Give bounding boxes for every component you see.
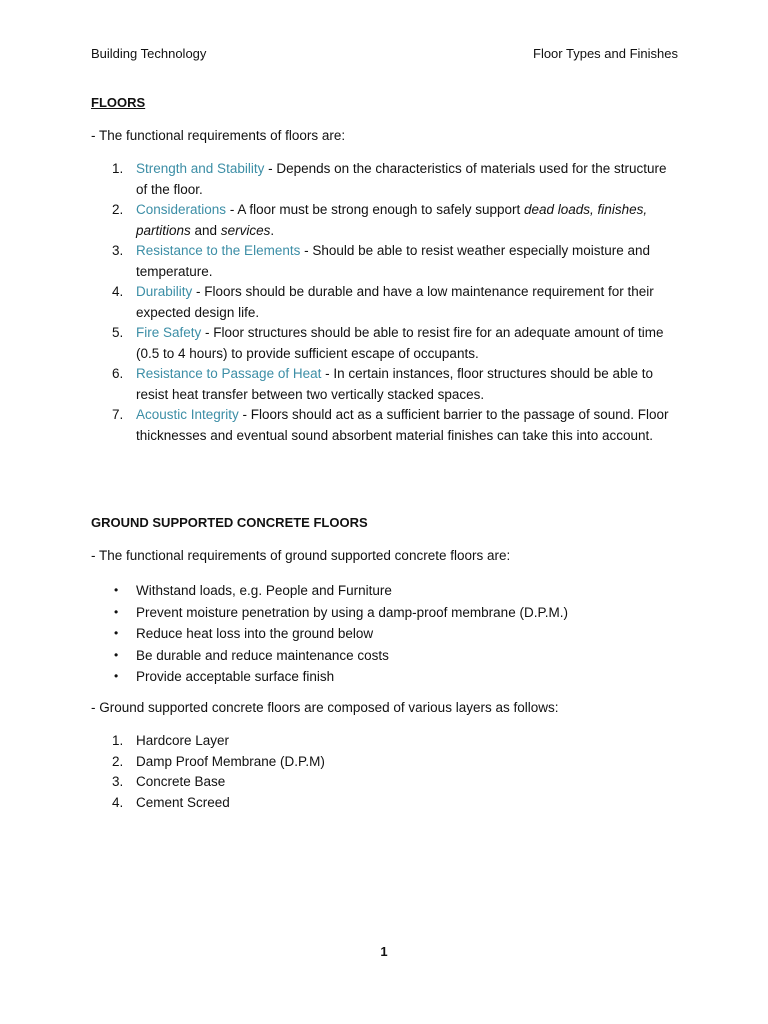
list-item [0,200,768,241]
term-description: - Floor structures should be able to resist fire for an adequate amount of time (0.5 to 4 hours) to provide sufficient escape of occupants. [136,325,664,361]
list-number: 2. [112,753,124,769]
page-number: 1 [380,944,388,959]
term-label: Acoustic Integrity [136,407,239,422]
list-item [0,159,768,200]
ground-requirements-list [0,580,768,688]
list-item [0,752,768,773]
list-item-text: Be durable and reduce maintenance costs [136,647,389,663]
ground-layers-list [0,731,768,814]
term-description: - Floors should act as a sufficient barrier to the passage of sound. Floor thicknesses and eventual sound absorbent material finishes can take this into account. [136,407,669,443]
term-label: Strength and Stability [136,161,265,176]
list-item [0,731,768,752]
list-item-text: Cement Screed [136,795,230,811]
list-item [0,241,768,282]
ground-layers-intro: - Ground supported concrete floors are composed of various layers as follows: [91,700,559,715]
list-item-text: Hardcore Layer [136,733,230,748]
term-description: and [190,222,221,238]
term-description: - Depends on the characteristics of materials used for the structure of the floor. [136,161,667,197]
term-label: Resistance to Passage of Heat [136,366,322,381]
term-description: - Floors should be durable and have a low maintenance requirement for their expected design life. [136,284,654,320]
bullet-marker: • [114,583,119,597]
term-description-emphasis: dead loads, finishes, partitions [136,202,648,238]
list-number: 1. [112,161,124,176]
list-item-text: Concrete Base [136,774,226,790]
list-item [0,645,768,667]
list-item [0,580,768,602]
list-item [0,323,768,364]
list-number: 5. [112,325,124,340]
term-description-emphasis: services [220,222,271,238]
ground-floors-intro: - The functional requirements of ground supported concrete floors are: [91,548,511,563]
term-description: - In certain instances, floor structures should be able to resist heat transfer between two vertically stacked spaces. [136,366,654,402]
term-label: Fire Safety [136,325,202,340]
floors-intro: - The functional requirements of floors are: [91,128,346,143]
term-label: Resistance to the Elements [136,243,301,258]
list-item [0,364,768,405]
list-item-text: Damp Proof Membrane (D.P.M) [136,753,325,769]
list-number: 4. [112,284,124,299]
bullet-marker: • [114,647,119,662]
list-item [0,602,768,624]
list-number: 4. [112,795,124,811]
bullet-marker: • [114,604,119,619]
term-description: - Should be able to resist weather especially moisture and temperature. [136,243,651,279]
list-item-text: Prevent moisture penetration by using a damp-proof membrane (D.P.M.) [136,604,568,620]
header-course-title: Building Technology [91,46,207,61]
list-number: 3. [112,243,124,258]
ground-floors-heading: GROUND SUPPORTED CONCRETE FLOORS [91,515,368,530]
list-number: 3. [112,774,124,790]
list-number: 2. [112,202,124,217]
floors-requirements-list [0,159,768,446]
term-description: . [270,222,275,238]
header-topic-title: Floor Types and Finishes [533,46,678,61]
term-label: Considerations [136,202,227,217]
term-description: - A floor must be strong enough to safely support [226,202,524,217]
list-number: 1. [112,733,124,748]
term-label: Durability [136,284,193,299]
list-number: 7. [112,407,124,422]
list-number: 6. [112,366,124,381]
list-item [0,772,768,793]
list-item [0,666,768,688]
list-item-text: Provide acceptable surface finish [136,669,335,684]
list-item [0,623,768,645]
list-item-text: Reduce heat loss into the ground below [136,626,374,641]
list-item [0,793,768,814]
list-item [0,405,768,446]
floors-heading: FLOORS [91,95,146,110]
list-item [0,282,768,323]
bullet-marker: • [114,669,119,683]
bullet-marker: • [114,626,119,640]
list-item-text: Withstand loads, e.g. People and Furniture [136,583,392,598]
